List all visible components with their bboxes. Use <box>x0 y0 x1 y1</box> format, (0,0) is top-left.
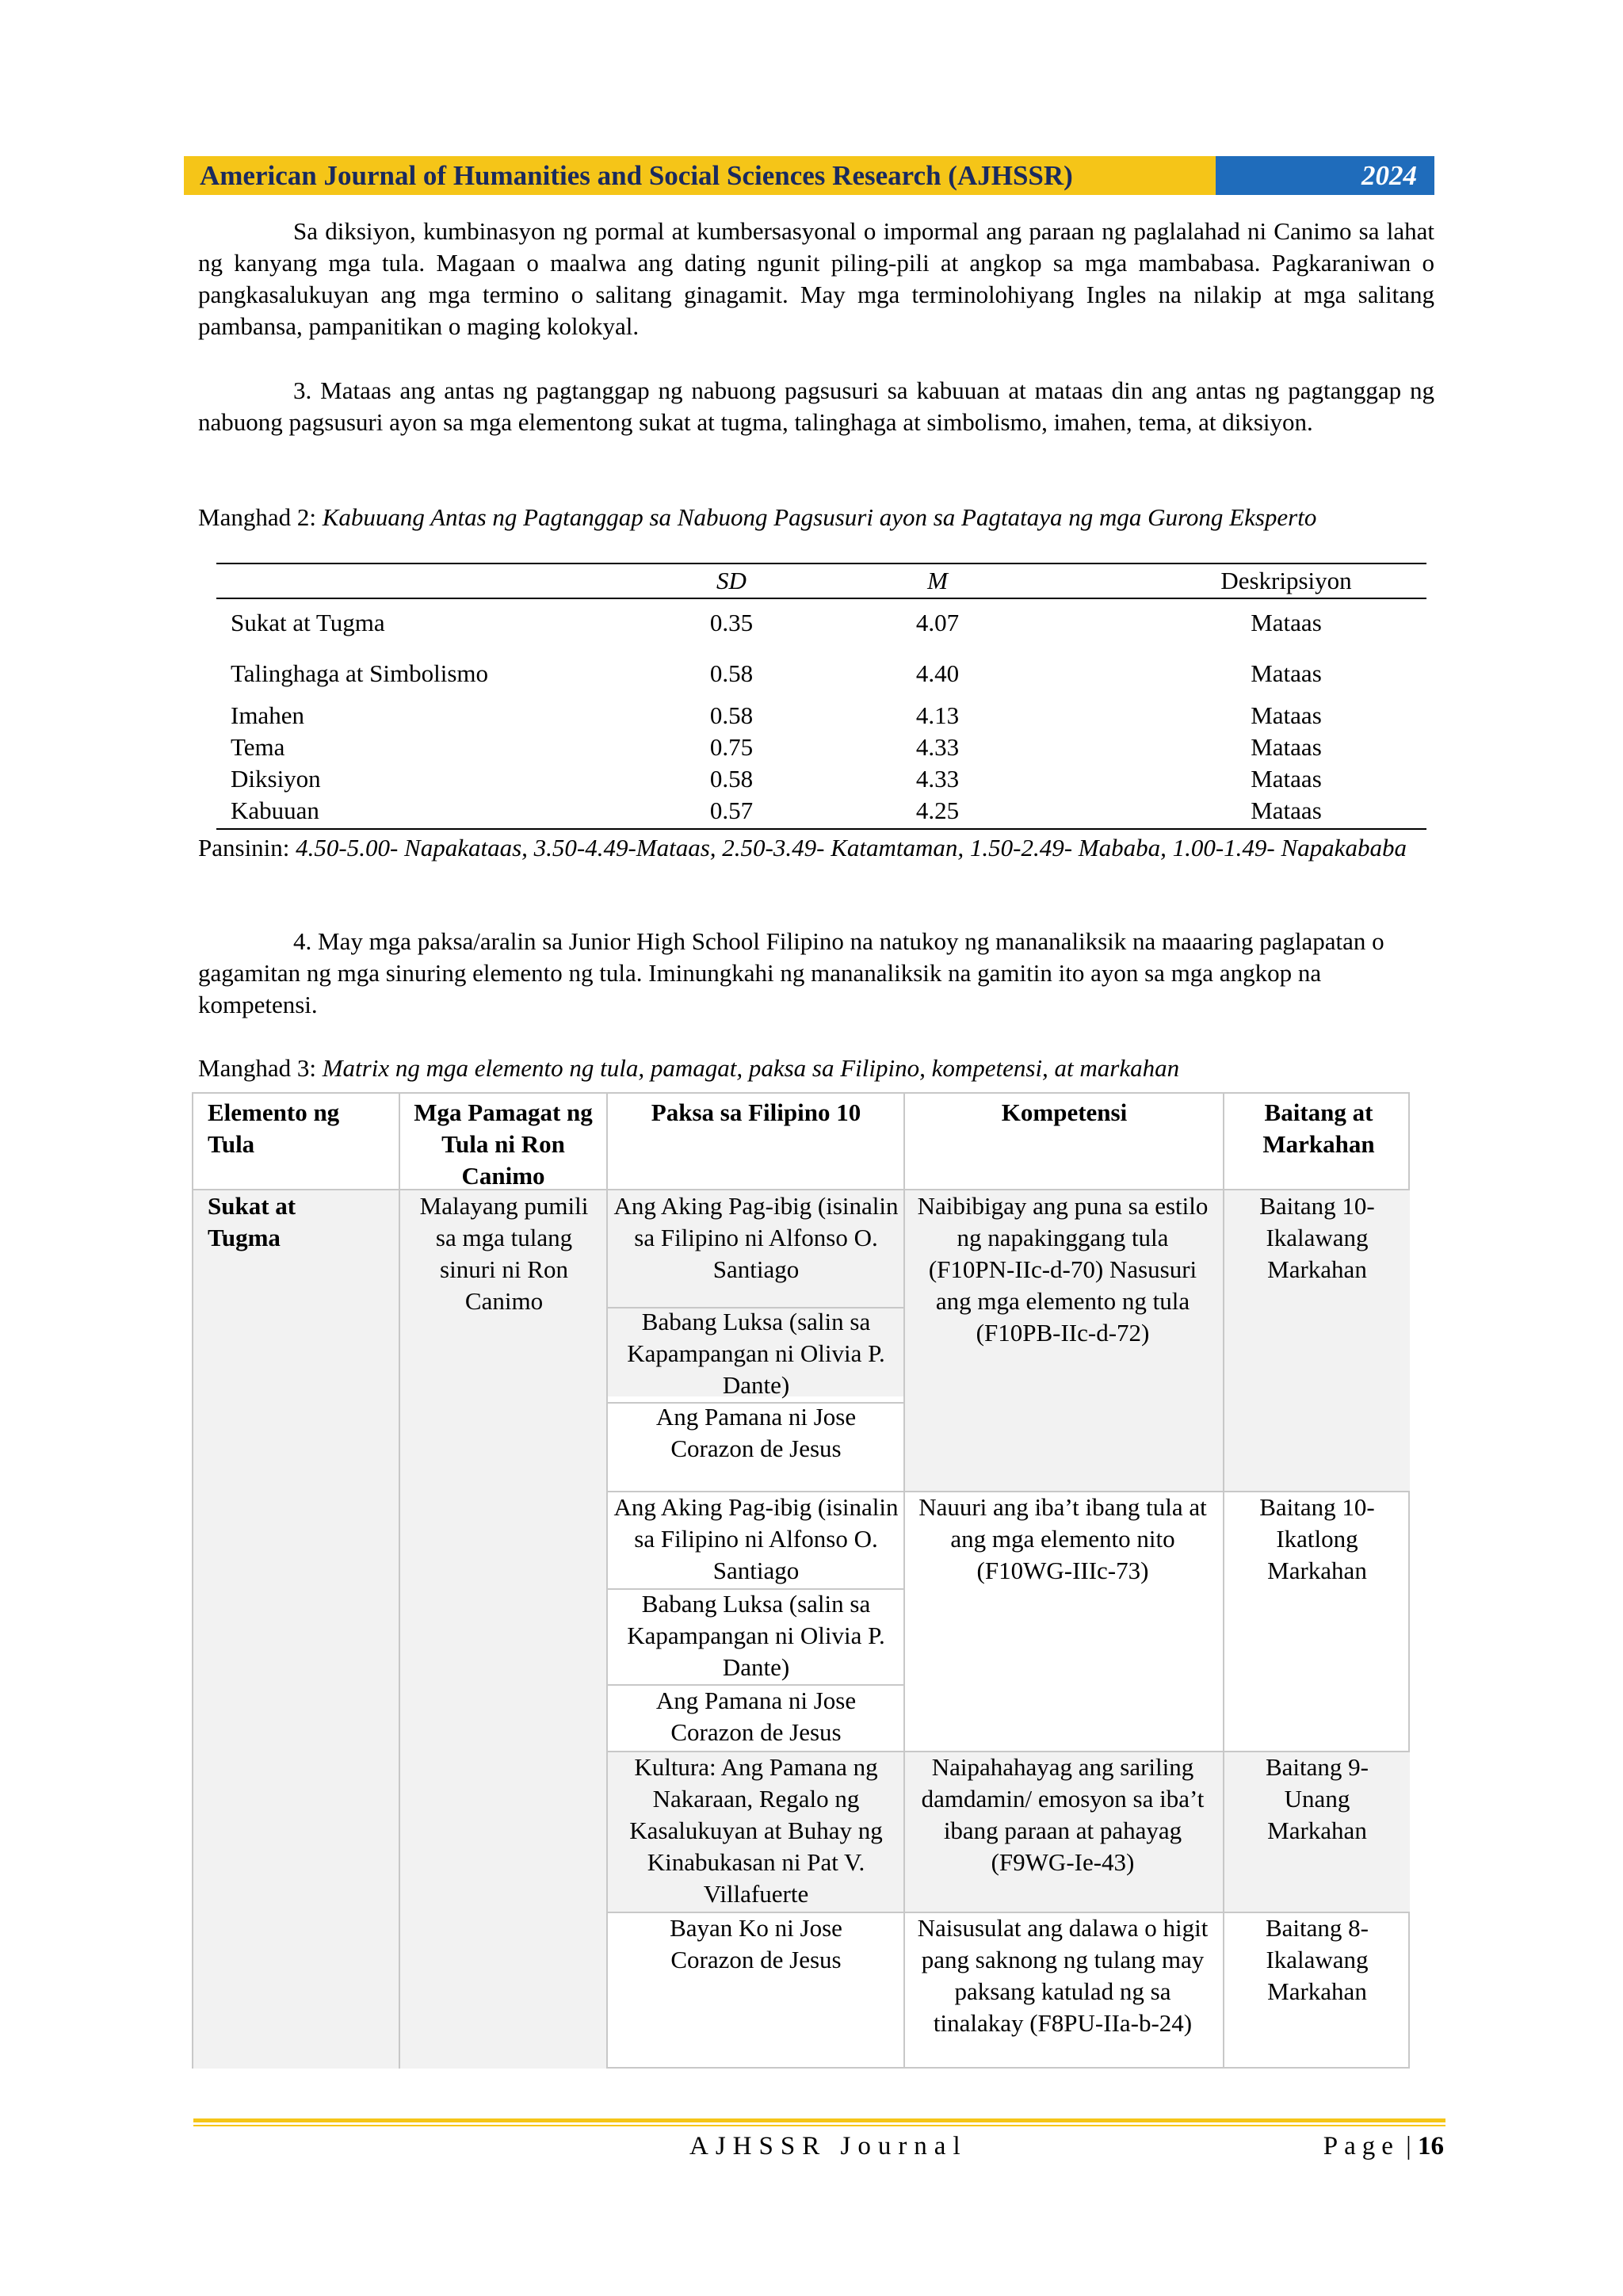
table3-topic: Ang Pamana ni Jose Corazon de Jesus <box>655 1687 857 1746</box>
table3-header-topic: Paksa sa Filipino 10 <box>651 1098 861 1126</box>
table2-row-m: 4.25 <box>915 797 960 824</box>
table3-topic: Babang Luksa (salin sa Kapampangan ni Olivia P. Dante) <box>627 1308 885 1399</box>
table2-row-m: 4.07 <box>915 609 960 636</box>
footer-rule <box>193 2125 1445 2126</box>
table2-row-sd: 0.58 <box>709 659 754 687</box>
table3-header-element: Elemento ng Tula <box>208 1098 340 1158</box>
table3-element: Sukat at Tugma <box>208 1192 296 1251</box>
table3-header-grade: Baitang at Markahan <box>1262 1098 1375 1158</box>
column-divider <box>903 1094 905 2069</box>
table3-grade: Baitang 10-Ikalawang Markahan <box>1259 1192 1375 1283</box>
table2-note-text: 4.50-5.00- Napakataas, 3.50-4.49-Mataas, 2.50-3.49- Katamtaman, 1.50-2.49- Mababa, 1.00-1.49- Napakababa <box>296 834 1407 861</box>
table2-note <box>198 832 1434 864</box>
table2-row-name: Kabuuan <box>231 797 319 824</box>
footer-page-label: Page <box>1323 2132 1400 2160</box>
table3-topic: Ang Pamana ni Jose Corazon de Jesus <box>655 1403 857 1462</box>
table2-row-m: 4.13 <box>915 701 960 729</box>
shaded-cell <box>400 1189 606 2069</box>
table3-header-competency: Kompetensi <box>1001 1098 1128 1126</box>
table3-grade: Baitang 10-Ikatlong Markahan <box>1259 1493 1375 1584</box>
column-divider <box>1223 1094 1224 2069</box>
table2-caption-title: Kabuuang Antas ng Pagtanggap sa Nabuong Pagsusuri ayon sa Pagtataya ng mga Gurong Eksperto <box>322 503 1317 531</box>
footer-page-separator: | <box>1406 2132 1411 2160</box>
table2-row-sd: 0.58 <box>709 701 754 729</box>
table2-row-sd: 0.57 <box>709 797 754 824</box>
table2-row-sd: 0.75 <box>709 733 754 761</box>
table3-competency: Naibibigay ang puna sa estilo ng napakinggang tula (F10PN-IIc-d-70) Nasusuri ang mga elemento ng tula (F10PB-IIc-d-72) <box>917 1192 1209 1347</box>
journal-year: 2024 <box>1216 156 1434 195</box>
table2-row-desc: Mataas <box>1251 733 1322 761</box>
table3-competency: Naisusulat ang dalawa o higit pang saknong ng tulang may paksang katulad ng sa tinalakay (F8PU-IIa-b-24) <box>917 1914 1209 2037</box>
table3-competency: Nauuri ang iba’t ibang tula at ang mga elemento nito (F10WG-IIIc-73) <box>918 1493 1207 1584</box>
table2-row-name: Sukat at Tugma <box>231 609 385 636</box>
paragraph-diction: Sa diksiyon, kumbinasyon ng pormal at kumbersasyonal o impormal ang paraan ng paglalahad ni Canimo sa lahat ng kanyang mga tula. Magaan o maalwa ang dating ngunit piling-pili at angkop sa mga mambabasa. Pagkaraniwan o pangkasalukuyan ang mga termino o salitang ginagamit. May mga terminolohiyang Ingles na nilakip at mga salitang pambansa, pampanitikan o maging kolokyal. <box>198 217 1434 340</box>
table3-topic: Kultura: Ang Pamana ng Nakaraan, Regalo ng Kasalukuyan at Buhay ng Kinabukasan ni Pat V. Villafuerte <box>629 1753 883 1908</box>
journal-title: American Journal of Humanities and Social Sciences Research (AJHSSR) <box>184 156 1216 195</box>
table2-row-m: 4.33 <box>915 765 960 793</box>
table2-row-desc: Mataas <box>1251 659 1322 687</box>
column-divider <box>399 1094 400 2069</box>
table3-caption <box>198 1052 1434 1084</box>
table2-row-desc: Mataas <box>1251 701 1322 729</box>
table3-grade: Baitang 9-Unang Markahan <box>1266 1753 1369 1844</box>
column-divider <box>606 1094 608 2069</box>
table3-topic: Ang Aking Pag-ibig (isinalin sa Filipino ni Alfonso O. Santiago <box>613 1493 899 1584</box>
table3-topic: Babang Luksa (salin sa Kapampangan ni Olivia P. Dante) <box>627 1590 885 1681</box>
table2-row-desc: Mataas <box>1251 765 1322 793</box>
table3-titles: Malayang pumili sa mga tulang sinuri ni Ron Canimo <box>419 1192 589 1315</box>
table3-competency: Naipahahayag ang sariling damdamin/ emosyon sa iba’t ibang paraan at pahayag (F9WG-Ie-43) <box>921 1753 1205 1876</box>
table2-caption <box>198 502 1434 533</box>
table2-row-sd: 0.35 <box>709 609 754 636</box>
table3-caption-label: Manghad 3: <box>198 1054 316 1082</box>
table3-topic: Bayan Ko ni Jose Corazon de Jesus <box>670 1914 842 1973</box>
table2-header-desc: Deskripsiyon <box>1220 567 1352 594</box>
table3-grade: Baitang 8-Ikalawang Markahan <box>1266 1914 1369 2005</box>
table2-top-rule <box>216 563 1426 564</box>
table2-note-label: Pansinin: <box>198 834 290 861</box>
footer-page <box>1323 2132 1444 2161</box>
table2-row-name: Diksiyon <box>231 765 321 793</box>
table2-row-m: 4.33 <box>915 733 960 761</box>
footer-rule <box>193 2118 1445 2122</box>
table2-row-sd: 0.58 <box>709 765 754 793</box>
table2-row-desc: Mataas <box>1251 609 1322 636</box>
table3 <box>192 1092 1410 2069</box>
table3-topic: Ang Aking Pag-ibig (isinalin sa Filipino ni Alfonso O. Santiago <box>613 1192 899 1283</box>
shaded-cell <box>193 1189 399 2069</box>
footer-journal: AJHSSR Journal <box>689 2132 968 2160</box>
table2-header-sd: SD <box>716 567 747 594</box>
paragraph-finding-3: 3. Mataas ang antas ng pagtanggap ng nabuong pagsusuri sa kabuuan at mataas din ang antas ng pagtanggap ng nabuong pagsusuri ayon sa mga elementong sukat at tugma, talinghaga at simbolismo, imahen, tema, at diksiyon. <box>198 376 1434 436</box>
table3-caption-title: Matrix ng mga elemento ng tula, pamagat, paksa sa Filipino, kompetensi, at markahan <box>322 1054 1180 1082</box>
table2-row-m: 4.40 <box>915 659 960 687</box>
table2-row-name: Tema <box>231 733 285 761</box>
table2-bottom-rule <box>216 828 1426 830</box>
table2-row-desc: Mataas <box>1251 797 1322 824</box>
table2-row-name: Imahen <box>231 701 304 729</box>
page-number: 16 <box>1418 2132 1444 2160</box>
table2-caption-label: Manghad 2: <box>198 503 316 531</box>
table2-row-name: Talinghaga at Simbolismo <box>231 659 489 687</box>
table2-header-m: M <box>927 567 948 594</box>
table3-header-titles: Mga Pamagat ng Tula ni Ron Canimo <box>414 1098 593 1190</box>
journal-header <box>184 156 1434 195</box>
table2-header-rule <box>216 598 1426 599</box>
paragraph-finding-4: 4. May mga paksa/aralin sa Junior High School Filipino na natukoy ng mananaliksik na maaaring paglapatan o gagamitan ng mga sinuring elemento ng tula. Iminungkahi ng mananaliksik na gamitin ito ayon sa mga angkop na kompetensi. <box>198 927 1384 1018</box>
